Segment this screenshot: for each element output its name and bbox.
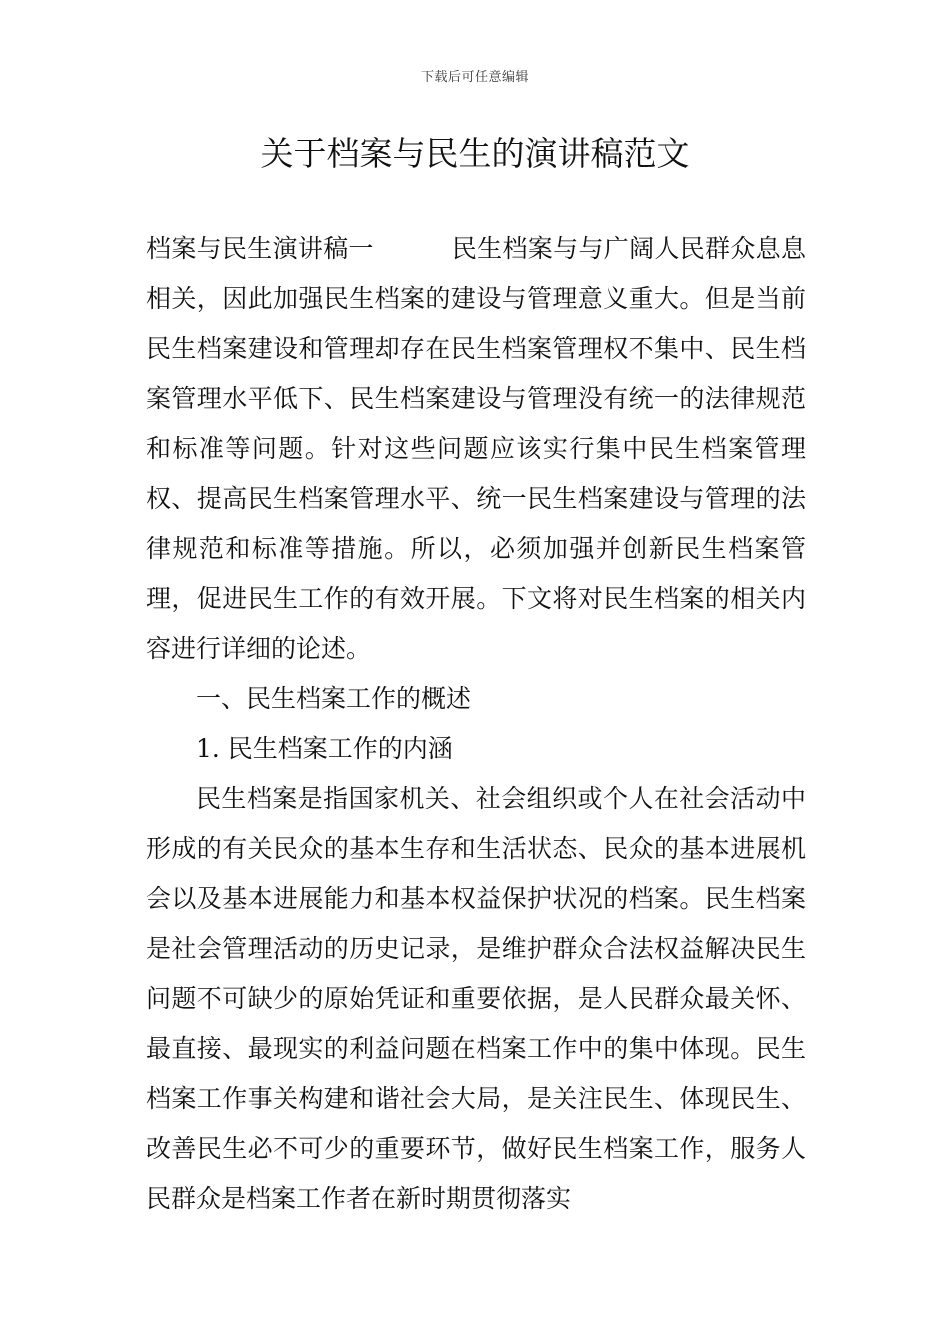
section-heading-1: 一、民生档案工作的概述 bbox=[196, 684, 472, 713]
intro-text: 民生档案与与广阔人民群众息息相关，因此加强民生档案的建设与管理意义重大。但是当前民生档案建设和管理却存在民生档案管理权不集中、民生档案管理水平低下、民生档案建设与管理没有统一的法律规范和标准等问题。针对这些问题应该实行集中民生档案管理权、提高民生档案管理水平、统一民生档案建设与管理的法律规范和标准等措施。所以，必须加强并创新民生档案管理，促进民生工作的有效开展。下文将对民生档案的相关内容进行详细的论述。 bbox=[146, 234, 806, 663]
header-note: 下载后可任意编辑 bbox=[420, 70, 529, 85]
body-paragraph-1: 民生档案是指国家机关、社会组织或个人在社会活动中形成的有关民众的基本生存和生活状态、民众的基本进展机会以及基本进展能力和基本权益保护状况的档案。民生档案是社会管理活动的历史记录，是维护群众合法权益解决民生问题不可缺少的原始凭证和重要依据，是人民群众最关怀、最直接、最现实的利益问题在档案工作中的集中体现。民生档案工作事关构建和谐社会大局，是关注民生、体现民生、改善民生必不可少的重要环节，做好民生档案工作，服务人民群众是档案工作者在新时期贯彻落实 bbox=[146, 784, 806, 1213]
intro-heading: 档案与民生演讲稿一 bbox=[146, 234, 374, 263]
intro-paragraph bbox=[146, 224, 806, 674]
document-title: 关于档案与民生的演讲稿范文 bbox=[260, 134, 690, 173]
document-body bbox=[146, 224, 806, 1224]
subsection-heading-1: 1. 民生档案工作的内涵 bbox=[196, 734, 453, 763]
